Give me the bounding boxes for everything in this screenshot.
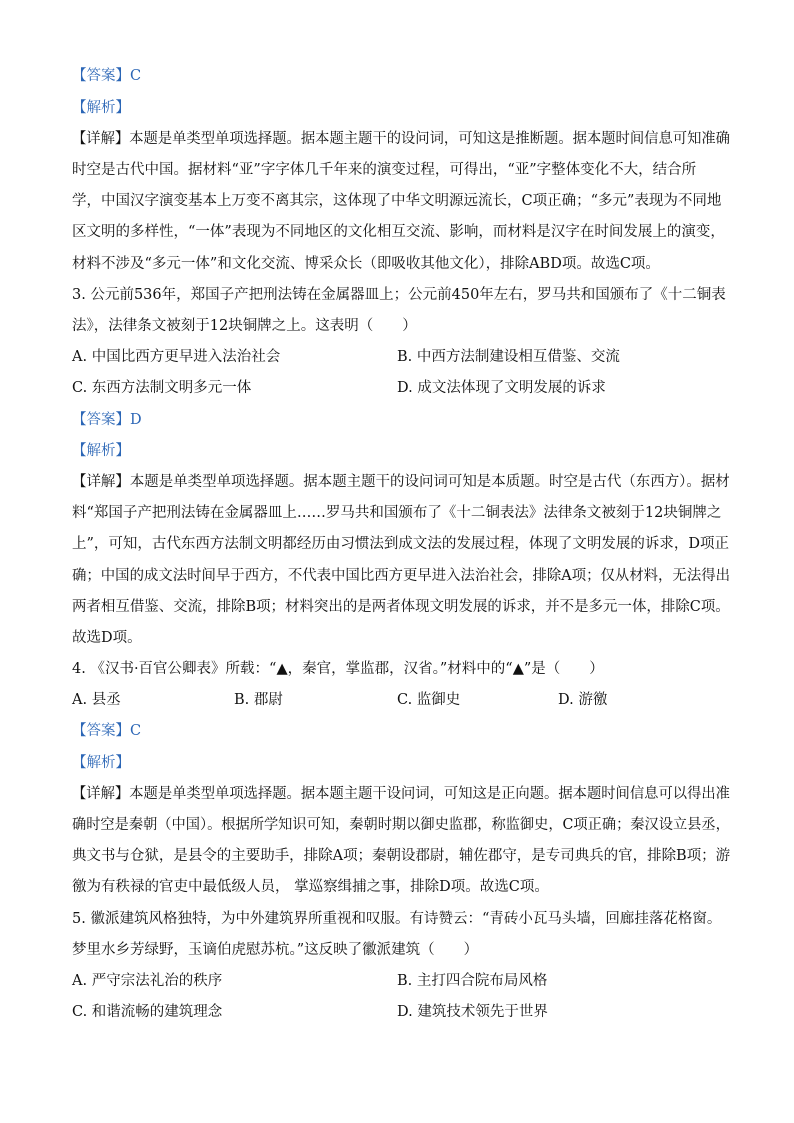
option-c: C. 和谐流畅的建筑理念	[72, 1004, 223, 1020]
option-d: D. 建筑技术领先于世界	[397, 1004, 548, 1020]
option-b: B. 郡尉	[234, 692, 283, 708]
detail-line: 典文书与仓狱，是县令的主要助手，排除A项；秦朝设郡尉，辅佐郡守，是专司典兵的官，排除B项；游	[72, 848, 731, 864]
detail-line: 【详解】本题是单类型单项选择题。据本题主题干的设问词，可知这是推断题。据本题时间信息可知准确	[72, 131, 730, 147]
detail-line: 材料不涉及“多元一体”和文化交流、博采众长（即吸收其他文化），排除ABD项。故选C项。	[72, 256, 660, 272]
answer-label: 【答案】D	[72, 412, 142, 428]
analysis-label: 【解析】	[72, 100, 130, 116]
detail-line: 【详解】本题是单类型单项选择题。据本题主题干的设问词可知是本质题。时空是古代（东西方）。据材	[72, 474, 730, 490]
option-a: A. 县丞	[72, 692, 121, 708]
detail-line: 时空是古代中国。据材料“亚”字字体几千年来的演变过程，可得出，“亚”字整体变化不大，结合所	[72, 162, 697, 178]
detail-line: 两者相互借鉴、交流，排除B项；材料突出的是两者体现文明发展的诉求，并不是多元一体，排除C项。	[72, 599, 730, 615]
analysis-label: 【解析】	[72, 443, 130, 459]
option-c: C. 东西方法制文明多元一体	[72, 380, 252, 396]
option-a: A. 严守宗法礼治的秩序	[72, 973, 223, 989]
option-b: B. 主打四合院布局风格	[397, 973, 548, 989]
question-stem: 梦里水乡芳绿野，玉谪伯虎慰苏杭。”这反映了徽派建筑（ ）	[72, 942, 479, 958]
detail-line: 确；中国的成文法时间早于西方，不代表中国比西方更早进入法治社会，排除A项；仅从材料，无法得出	[72, 568, 730, 584]
option-d: D. 成文法体现了文明发展的诉求	[397, 380, 606, 396]
detail-line: 【详解】本题是单类型单项选择题。据本题主题干设问词，可知这是正向题。据本题时间信息可以得出准	[72, 786, 730, 802]
detail-line: 上”，可知，古代东西方法制文明都经历由习惯法到成文法的发展过程，体现了文明发展的诉求，D项正	[72, 536, 730, 552]
detail-line: 徼为有秩禄的官吏中最低级人员， 掌巡察缉捕之事，排除D项。故选C项。	[72, 879, 549, 895]
detail-line: 确时空是秦朝（中国）。根据所学知识可知，秦朝时期以御史监郡，称监御史，C项正确；秦汉设立县丞，	[72, 817, 730, 833]
option-b: B. 中西方法制建设相互借鉴、交流	[397, 349, 620, 365]
option-a: A. 中国比西方更早进入法治社会	[72, 349, 281, 365]
detail-line: 料“郑国子产把刑法铸在金属器皿上……罗马共和国颁布了《十二铜表法》法律条文被刻于12块铜牌之	[72, 505, 722, 521]
option-c: C. 监御史	[397, 692, 461, 708]
analysis-label: 【解析】	[72, 755, 130, 771]
answer-label: 【答案】C	[72, 68, 142, 84]
question-stem: 法》，法律条文被刻于12块铜牌之上。这表明（ ）	[72, 318, 417, 334]
option-d: D. 游徼	[558, 692, 608, 708]
detail-line: 区文明的多样性，“一体”表现为不同地区的文化相互交流、影响，而材料是汉字在时间发展上的演变，	[72, 224, 725, 240]
detail-line: 故选D项。	[72, 630, 142, 646]
question-stem: 5. 徽派建筑风格独特，为中外建筑界所重视和叹服。有诗赞云：“青砖小瓦马头墙，回廊挂落花格窗。	[72, 911, 722, 927]
detail-line: 学，中国汉字演变基本上万变不离其宗，这体现了中华文明源远流长，C项正确；“多元”表现为不同地	[72, 193, 722, 209]
question-stem: 3. 公元前536年，郑国子产把刑法铸在金属器皿上；公元前450年左右，罗马共和国颁布了《十二铜表	[72, 287, 726, 303]
answer-label: 【答案】C	[72, 723, 142, 739]
question-stem: 4. 《汉书·百官公卿表》所载：“▲，秦官，掌监郡，汉省。”材料中的“▲”是（ ）	[72, 661, 604, 677]
